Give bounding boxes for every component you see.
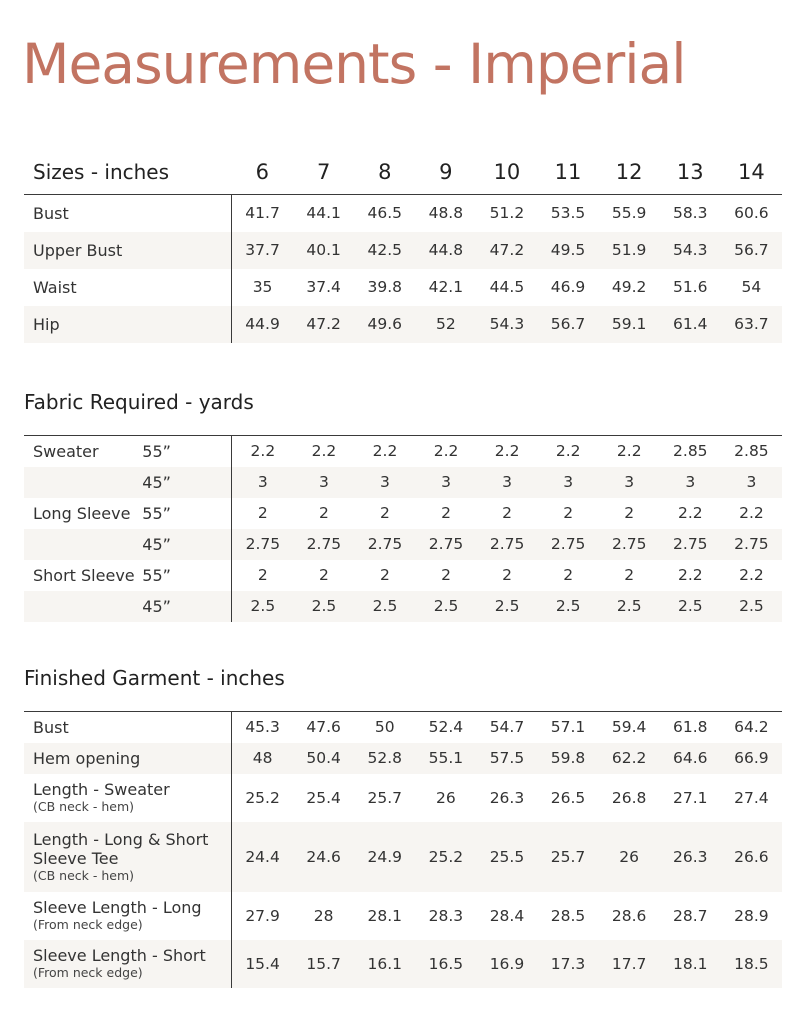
cell: 3: [416, 467, 477, 498]
table-row: [24, 560, 782, 591]
cell: 2.75: [599, 529, 660, 560]
cell: 44.9: [232, 306, 294, 343]
cell: 2.5: [354, 591, 415, 622]
cell: 15.7: [293, 940, 354, 988]
cell: 46.5: [367, 204, 402, 223]
cell: 17.3: [538, 940, 599, 988]
garment-label: [24, 529, 142, 560]
row-label: [24, 743, 232, 774]
cell: 25.2: [245, 788, 280, 807]
page-title: Measurements - Imperial: [22, 32, 686, 96]
cell: 52.8: [354, 743, 415, 774]
cell: 51.2: [489, 204, 525, 223]
cell: 26.8: [611, 788, 647, 807]
cell: 26.3: [660, 822, 721, 892]
cell: 24.6: [293, 822, 354, 892]
cell: 47.2: [476, 232, 537, 269]
cell: 2.75: [538, 529, 599, 560]
cell: 2.2: [677, 566, 703, 584]
cell: 52: [415, 306, 476, 343]
cell: 35: [252, 278, 273, 296]
cell: 44.8: [415, 232, 476, 269]
cell: 42.1: [428, 278, 464, 296]
cell: 3: [660, 467, 721, 498]
cell: 48: [232, 743, 294, 774]
cell: 51.6: [672, 278, 708, 296]
cell: 64.6: [660, 743, 721, 774]
cell: 2.5: [477, 591, 538, 622]
table-row: [24, 940, 782, 988]
cell: 2.75: [293, 529, 354, 560]
cell: 2.5: [293, 591, 354, 622]
cell: 28.7: [672, 906, 708, 925]
cell: 56.7: [537, 306, 598, 343]
cell: 53.5: [550, 204, 586, 223]
finished-section-title: Finished Garment - inches: [24, 666, 285, 690]
cell: 59.8: [538, 743, 599, 774]
cell: 26.6: [721, 822, 782, 892]
size-header: 14: [721, 150, 782, 195]
cell: 48.8: [428, 204, 464, 223]
cell: 2: [502, 566, 513, 584]
cell: 47.2: [293, 306, 354, 343]
cell: 42.5: [354, 232, 415, 269]
cell: 2.2: [677, 504, 703, 522]
cell: 58.3: [672, 204, 708, 223]
cell: 2: [257, 504, 268, 522]
row-label: [24, 892, 232, 940]
cell: 26: [599, 822, 660, 892]
cell: 2.5: [660, 591, 721, 622]
cell: 2.2: [616, 442, 642, 461]
cell: 28.5: [550, 906, 586, 925]
cell: 16.1: [354, 940, 415, 988]
fabric-width: 45”: [142, 591, 232, 622]
cell: 25.7: [367, 788, 403, 807]
cell: 59.1: [599, 306, 660, 343]
row-label-text: Sleeve Length - Long: [33, 898, 202, 918]
cell: 3: [477, 467, 538, 498]
cell: 59.4: [611, 718, 647, 737]
cell: 2.75: [660, 529, 721, 560]
row-label: [24, 712, 232, 743]
table-row: [24, 712, 782, 743]
cell: 2: [318, 504, 329, 522]
fabric-width: 55”: [142, 560, 232, 591]
cell: 28.1: [367, 906, 403, 925]
cell: 44.1: [306, 204, 341, 223]
cell: 2: [441, 504, 451, 522]
cell: 2: [257, 566, 268, 584]
cell: 18.5: [721, 940, 782, 988]
cell: 2.5: [599, 591, 660, 622]
cell: 2.75: [477, 529, 538, 560]
size-header: 10: [476, 150, 537, 195]
cell: 25.2: [415, 822, 476, 892]
table-row: [24, 195, 782, 232]
cell: 2.75: [721, 529, 782, 560]
finished-garment-table: [24, 711, 782, 988]
cell: 26: [435, 788, 456, 807]
cell: 37.4: [306, 278, 341, 296]
cell: 2.75: [354, 529, 415, 560]
cell: 2.5: [232, 591, 294, 622]
cell: 26.5: [550, 788, 586, 807]
cell: 54: [741, 278, 762, 296]
garment-label: [24, 591, 142, 622]
garment-label: Sweater: [33, 441, 99, 461]
cell: 2: [563, 504, 574, 522]
table-row: [24, 529, 782, 560]
cell: 57.1: [550, 718, 586, 737]
cell: 2.2: [311, 442, 337, 461]
cell: 28: [313, 906, 334, 925]
table-row: [24, 436, 782, 467]
cell: 45.3: [245, 718, 280, 737]
cell: 2: [380, 504, 390, 522]
cell: 17.7: [599, 940, 660, 988]
cell: 27.4: [734, 788, 769, 807]
cell: 2.2: [494, 442, 520, 461]
cell: 61.8: [672, 718, 708, 737]
cell: 2.2: [555, 442, 581, 461]
table-row: [24, 743, 782, 774]
cell: 3: [232, 467, 294, 498]
cell: 50: [374, 718, 395, 737]
cell: 57.5: [476, 743, 537, 774]
cell: 64.2: [734, 718, 769, 737]
cell: 27.9: [245, 906, 280, 925]
table-row: [24, 498, 782, 529]
cell: 24.4: [232, 822, 294, 892]
cell: 3: [721, 467, 782, 498]
cell: 41.7: [245, 204, 280, 223]
sizes-header-label: Sizes - inches: [24, 150, 232, 195]
row-label: [24, 774, 232, 822]
cell: 55.9: [611, 204, 647, 223]
cell: 2.85: [673, 442, 708, 461]
cell: 52.4: [428, 718, 464, 737]
fabric-width: 45”: [142, 529, 232, 560]
row-label: [24, 822, 232, 892]
cell: 49.5: [537, 232, 598, 269]
cell: 25.7: [538, 822, 599, 892]
fabric-section-title: Fabric Required - yards: [24, 390, 254, 414]
table-row: [24, 774, 782, 822]
cell: 3: [599, 467, 660, 498]
cell: 2: [318, 566, 329, 584]
cell: 2.2: [739, 566, 764, 584]
cell: 25.4: [306, 788, 341, 807]
table-row: [24, 591, 782, 622]
cell: 25.5: [476, 822, 537, 892]
cell: 28.4: [489, 906, 525, 925]
cell: 24.9: [354, 822, 415, 892]
fabric-width: 55”: [142, 436, 232, 467]
cell: 2.75: [416, 529, 477, 560]
cell: 50.4: [293, 743, 354, 774]
cell: 2: [624, 504, 635, 522]
table-row: [24, 232, 782, 269]
cell: 15.4: [232, 940, 294, 988]
cell: 54.3: [660, 232, 721, 269]
row-label: Hip: [24, 306, 232, 343]
garment-label: Long Sleeve: [33, 503, 131, 523]
row-label: [24, 940, 232, 988]
cell: 51.9: [599, 232, 660, 269]
size-header: 12: [599, 150, 660, 195]
sizes-table: [24, 150, 782, 343]
cell: 2: [502, 504, 513, 522]
cell: 44.5: [489, 278, 525, 296]
cell: 60.6: [734, 204, 769, 223]
row-label-text: Length - Sweater: [33, 780, 170, 800]
size-header: 7: [293, 150, 354, 195]
cell: 2.2: [433, 442, 459, 461]
cell: 56.7: [721, 232, 782, 269]
cell: 2: [624, 566, 635, 584]
cell: 2: [380, 566, 390, 584]
size-header: 6: [232, 150, 294, 195]
cell: 54.3: [476, 306, 537, 343]
cell: 2: [441, 566, 451, 584]
table-row: [24, 822, 782, 892]
row-label-text: Bust: [33, 717, 69, 737]
cell: 63.7: [721, 306, 782, 343]
cell: 46.9: [550, 278, 586, 296]
sizes-header-row: [24, 150, 782, 195]
cell: 28.9: [734, 906, 769, 925]
table-row: [24, 269, 782, 306]
cell: 16.9: [476, 940, 537, 988]
cell: 26.3: [489, 788, 525, 807]
row-label: Waist: [24, 269, 232, 306]
row-label-text: Hem opening: [33, 748, 141, 768]
cell: 62.2: [599, 743, 660, 774]
fabric-width: 45”: [142, 467, 232, 498]
fabric-table: [24, 435, 782, 622]
cell: 49.6: [354, 306, 415, 343]
cell: 2.85: [734, 442, 769, 461]
cell: 2.2: [739, 504, 764, 522]
cell: 37.7: [232, 232, 294, 269]
cell: 2.75: [232, 529, 294, 560]
table-row: [24, 306, 782, 343]
cell: 47.6: [306, 718, 341, 737]
row-label-note: (CB neck - hem): [33, 867, 135, 883]
size-header: 8: [354, 150, 415, 195]
table-row: [24, 467, 782, 498]
cell: 54.7: [489, 718, 525, 737]
cell: 2.2: [372, 442, 398, 461]
cell: 3: [293, 467, 354, 498]
cell: 55.1: [415, 743, 476, 774]
table-row: [24, 892, 782, 940]
row-label-note: (From neck edge): [33, 917, 143, 933]
cell: 2.5: [721, 591, 782, 622]
cell: 28.3: [428, 906, 464, 925]
cell: 18.1: [660, 940, 721, 988]
cell: 28.6: [611, 906, 647, 925]
cell: 16.5: [415, 940, 476, 988]
size-header: 11: [537, 150, 598, 195]
size-header: 9: [415, 150, 476, 195]
cell: 61.4: [660, 306, 721, 343]
cell: 27.1: [672, 788, 708, 807]
cell: 3: [354, 467, 415, 498]
row-label: Bust: [24, 195, 232, 232]
row-label-note: (CB neck - hem): [33, 799, 135, 815]
cell: 2.5: [538, 591, 599, 622]
fabric-width: 55”: [142, 498, 232, 529]
row-label-note: (From neck edge): [33, 965, 143, 981]
garment-label: Short Sleeve: [33, 565, 135, 585]
cell: 40.1: [293, 232, 354, 269]
cell: 2: [563, 566, 574, 584]
cell: 2.2: [250, 442, 276, 461]
cell: 3: [538, 467, 599, 498]
row-label-text: Length - Long & Short Sleeve Tee: [33, 829, 209, 868]
cell: 49.2: [611, 278, 647, 296]
cell: 2.5: [416, 591, 477, 622]
row-label: Upper Bust: [24, 232, 232, 269]
size-header: 13: [660, 150, 721, 195]
cell: 39.8: [367, 278, 402, 296]
row-label-text: Sleeve Length - Short: [33, 946, 206, 966]
cell: 66.9: [721, 743, 782, 774]
garment-label: [24, 467, 142, 498]
